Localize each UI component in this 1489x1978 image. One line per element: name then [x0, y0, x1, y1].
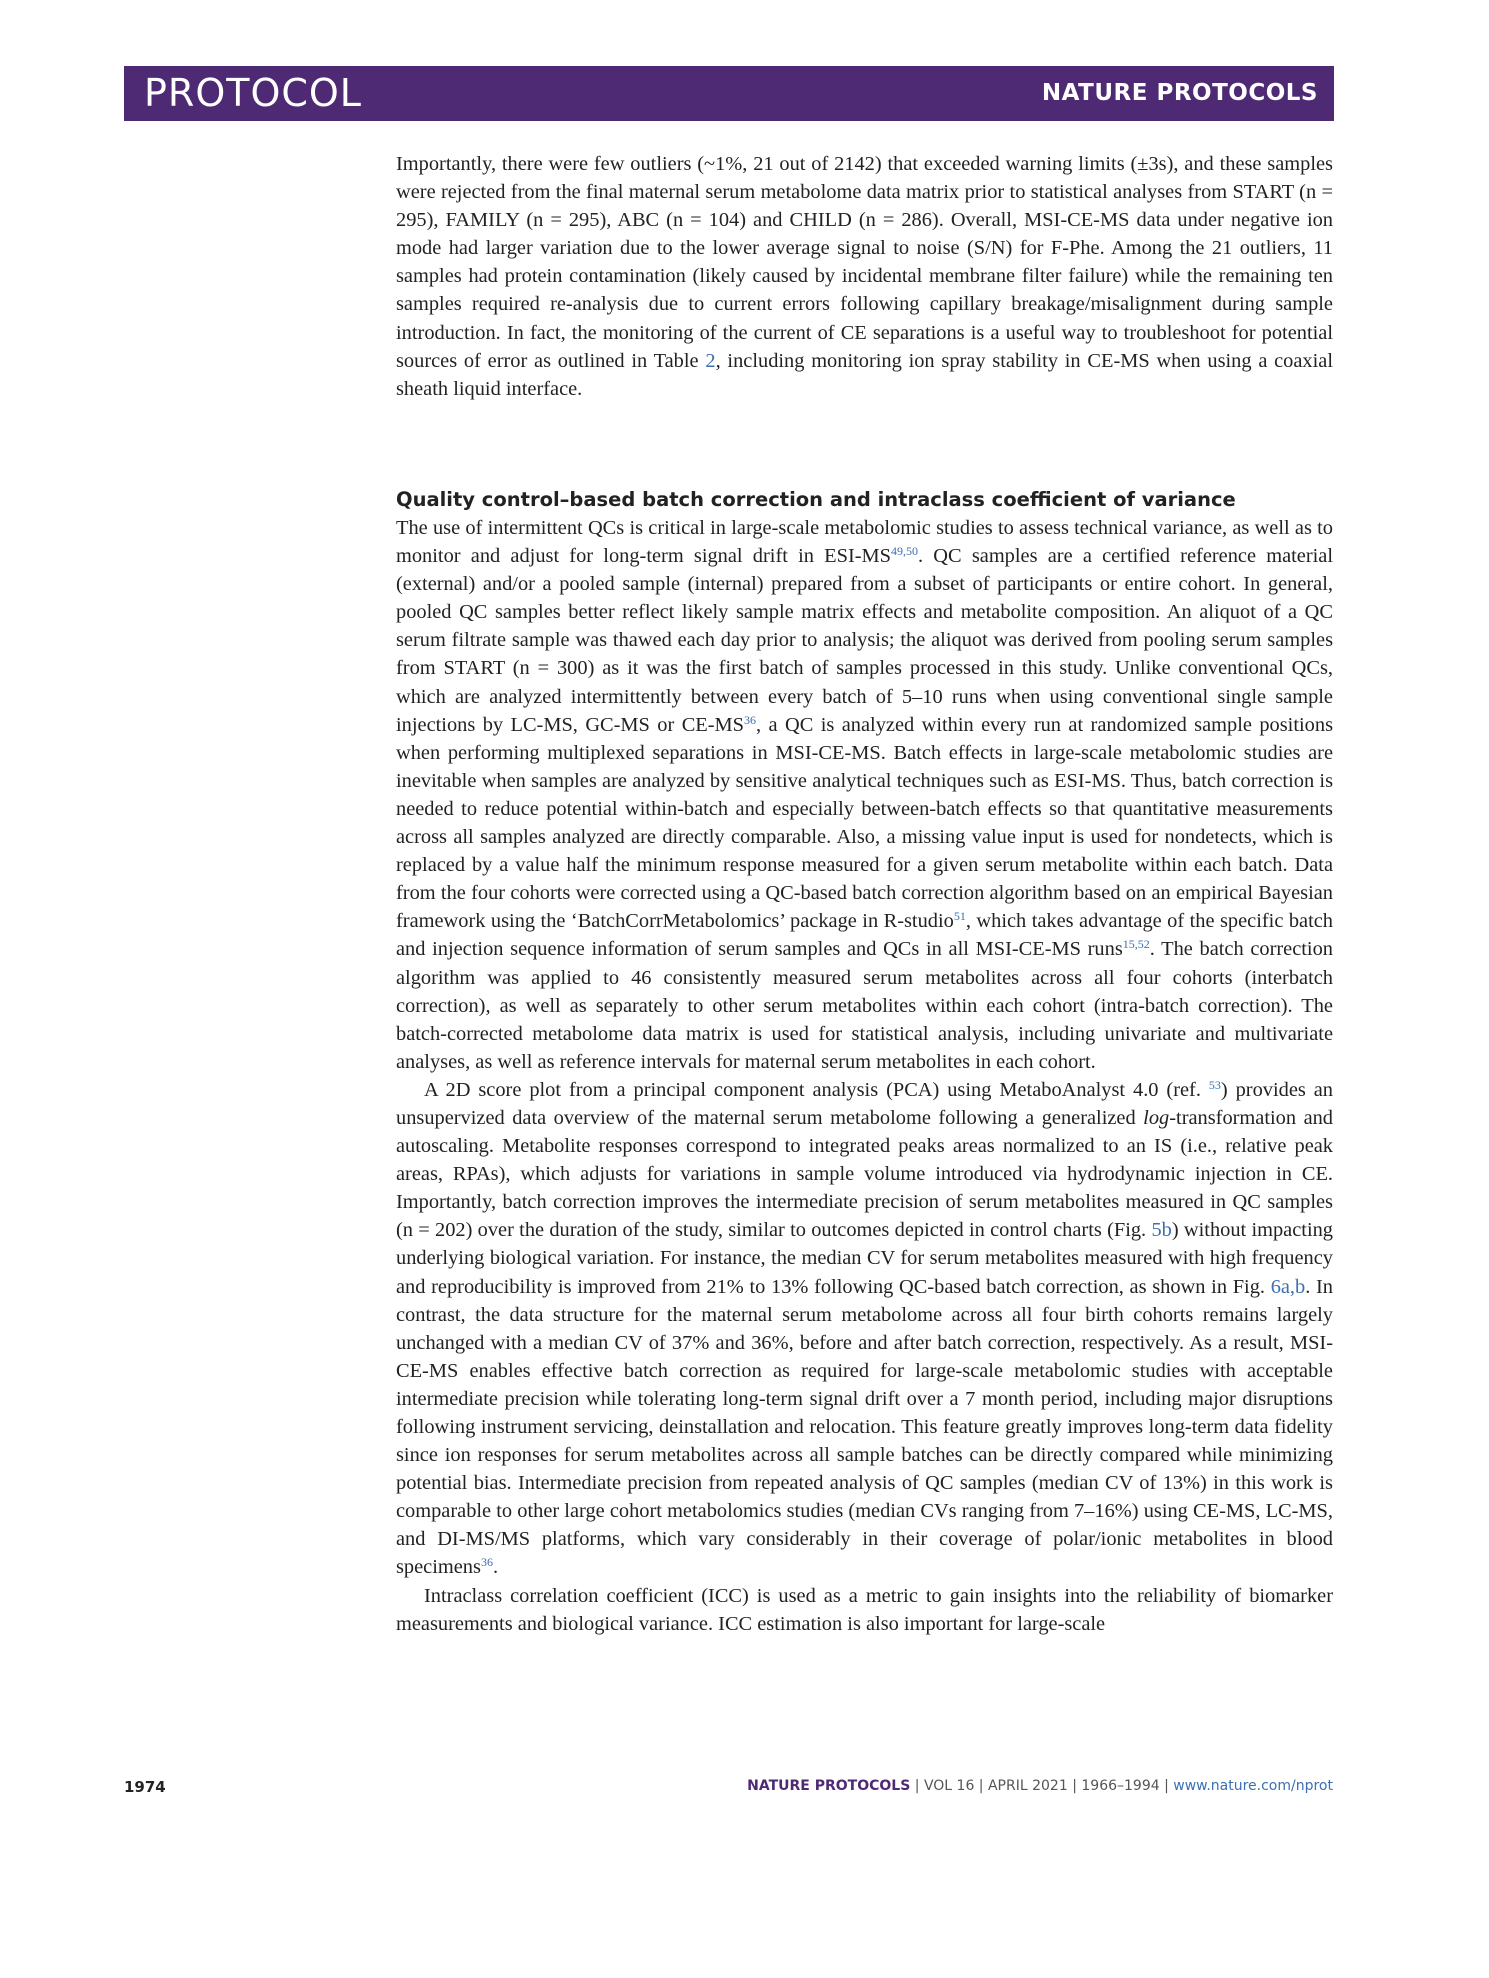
footer-pages: 1966–1994: [1081, 1778, 1160, 1794]
citation-link[interactable]: 53: [1208, 1077, 1221, 1092]
footer-date: APRIL 2021: [987, 1778, 1068, 1794]
paragraph-text: -transformation and autoscaling. Metabolite responses correspond to integrated peaks areas normalized to an IS (i.e., relative peak areas, RPAs), which adjusts for variations in sample volume introduced via hydrodynamic injection in CE. Importantly, batch correction improves the intermediate precision of serum metabolites measured in QC samples (n = 202) over the duration of the study, similar to outcomes depicted in control charts (Fig.: [396, 1106, 1334, 1242]
footer-citation: [747, 1778, 1333, 1794]
citation-link[interactable]: 15,52: [1122, 937, 1150, 952]
paragraph-outliers: [396, 150, 1333, 403]
paragraph-text: The use of intermittent QCs is critical in large-scale metabolomic studies to assess technical variance, as well as to monitor and adjust for long-term signal drift in ESI-MS: [396, 517, 1333, 568]
batch-correction-section: [396, 486, 1333, 1638]
paragraph-text: . In contrast, the data structure for the maternal serum metabolome across all four birth cohorts remains largely unchanged with a median CV of 37% and 36%, before and after batch correction, respectively. As a result, MSI-CE-MS enables effective batch correction as required for large-scale metabolomic studies with acceptable intermediate precision while tolerating long-term signal drift over a 7 month period, including major disruptions following instrument servicing, deinstallation and relocation. This feature greatly improves long-term data fidelity since ion responses for serum metabolites across all sample batches can be directly compared while minimizing potential bias. Intermediate precision from repeated analysis of QC samples (median CV of 13%) in this work is comparable to other large cohort metabolomics studies (median CVs ranging from 7–16%) using CE-MS, LC-MS, and DI-MS/MS platforms, which vary considerably in their coverage of polar/ionic metabolites in blood specimens: [396, 1275, 1334, 1579]
page-number: 1974: [124, 1778, 166, 1796]
paragraph-pca: [396, 1076, 1333, 1582]
footer-journal-name: NATURE PROTOCOLS: [747, 1778, 911, 1794]
section-heading: Quality control–based batch correction and intraclass coefficient of variance: [396, 488, 1236, 511]
paragraph-text: , including monitoring ion spray stability in CE-MS when using a coaxial sheath liquid interface.: [396, 349, 1334, 400]
footer-separator: |: [974, 1778, 988, 1794]
header-bar: [124, 66, 1334, 121]
citation-link[interactable]: 36: [744, 712, 757, 727]
footer-separator: |: [1159, 1778, 1174, 1794]
citation-link[interactable]: 49,50: [891, 544, 919, 559]
paragraph-icc: [396, 1582, 1333, 1638]
section-type-label: PROTOCOL: [144, 71, 362, 115]
table-link[interactable]: 2: [705, 349, 716, 372]
paragraph-text: A 2D score plot from a principal component analysis (PCA) using MetaboAnalyst 4.0 (ref.: [424, 1078, 1209, 1101]
paragraph-text: ) without impacting underlying biological variation. For instance, the median CV for serum metabolites measured with high frequency and reproducibility is improved from 21% to 13% following QC-based batch correction, as shown in Fig.: [396, 1219, 1333, 1298]
paragraph-text: Intraclass correlation coefficient (ICC) is used as a metric to gain insights into the reliability of biomarker measurements and biological variance. ICC estimation is also important for large-scale: [396, 1584, 1333, 1635]
italic-term: log: [1143, 1106, 1170, 1129]
paragraph-text: Importantly, there were few outliers (~1%, 21 out of 2142) that exceeded warning limits (±3s), and these samples were rejected from the final maternal serum metabolome data matrix prior to statistical analyses from START (n = 295), FAMILY (n = 295), ABC (n = 104) and CHILD (n = 286). Overall, MSI-CE-MS data under negative ion mode had larger variation due to the lower average signal to noise (S/N) for F-Phe. Among the 21 outliers, 11 samples had protein contamination (likely caused by incidental membrane filter failure) while the remaining ten samples required re-analysis due to current errors following capillary breakage/misalignment during sample introduction. In fact, the monitoring of the current of CE separations is a useful way to troubleshoot for potential sources of error as outlined in Table: [396, 153, 1333, 372]
paragraph-text: , a QC is analyzed within every run at randomized sample positions when performing multiplexed separations in MSI-CE-MS. Batch effects in large-scale metabolomic studies are inevitable when samples are analyzed by sensitive analytical techniques such as ESI-MS. Thus, batch correction is needed to reduce potential within-batch and especially between-batch effects so that quantitative measurements across all samples analyzed are directly comparable. Also, a missing value input is used for nondetects, which is replaced by a value half the minimum response measured for a given serum metabolite within each batch. Data from the four cohorts were corrected using a QC-based batch correction algorithm based on an empirical Bayesian framework using the ‘BatchCorrMetabolomics’ package in R-studio: [396, 713, 1334, 933]
figure-link[interactable]: 6a,b: [1270, 1275, 1306, 1298]
paragraph-text: . The batch correction algorithm was applied to 46 consistently measured serum metabolites across all four cohorts (interbatch correction), as well as separately to other serum metabolites within each cohort (intra-batch correction). The batch-corrected metabolome data matrix is used for statistical analysis, including univariate and multivariate analyses, as well as reference intervals for maternal serum metabolites in each cohort.: [396, 938, 1333, 1073]
journal-url-link[interactable]: www.nature.com/nprot: [1173, 1778, 1333, 1794]
journal-name-header: NATURE PROTOCOLS: [1041, 80, 1318, 106]
figure-link[interactable]: 5b: [1151, 1219, 1172, 1242]
paragraph-text: ) provides an unsupervized data overview of the maternal serum metabolome following a generalized: [396, 1078, 1333, 1129]
intro-text-block: [396, 150, 1333, 403]
citation-link[interactable]: 51: [953, 909, 966, 924]
paragraph-text: . QC samples are a certified reference material (external) and/or a pooled sample (internal) prepared from a subset of participants or entire cohort. In general, pooled QC samples better reflect likely sample matrix effects and metabolite composition. An aliquot of a QC serum filtrate sample was thawed each day prior to analysis; the aliquot was derived from pooling serum samples from START (n = 300) as it was the first batch of samples processed in this study. Unlike conventional QCs, which are analyzed intermittently between every batch of 5–10 runs when using conventional single sample injections by LC-MS, GC-MS or CE-MS: [396, 545, 1334, 736]
paragraph-qc-intro: [396, 514, 1333, 1076]
paragraph-text: , which takes advantage of the specific batch and injection sequence information of serum samples and QCs in all MSI-CE-MS runs: [396, 910, 1333, 961]
citation-link[interactable]: 36: [480, 1555, 493, 1570]
paragraph-text: .: [492, 1556, 499, 1579]
footer-volume: VOL 16: [923, 1778, 975, 1794]
footer-separator: |: [910, 1778, 924, 1794]
footer-separator: |: [1067, 1778, 1082, 1794]
